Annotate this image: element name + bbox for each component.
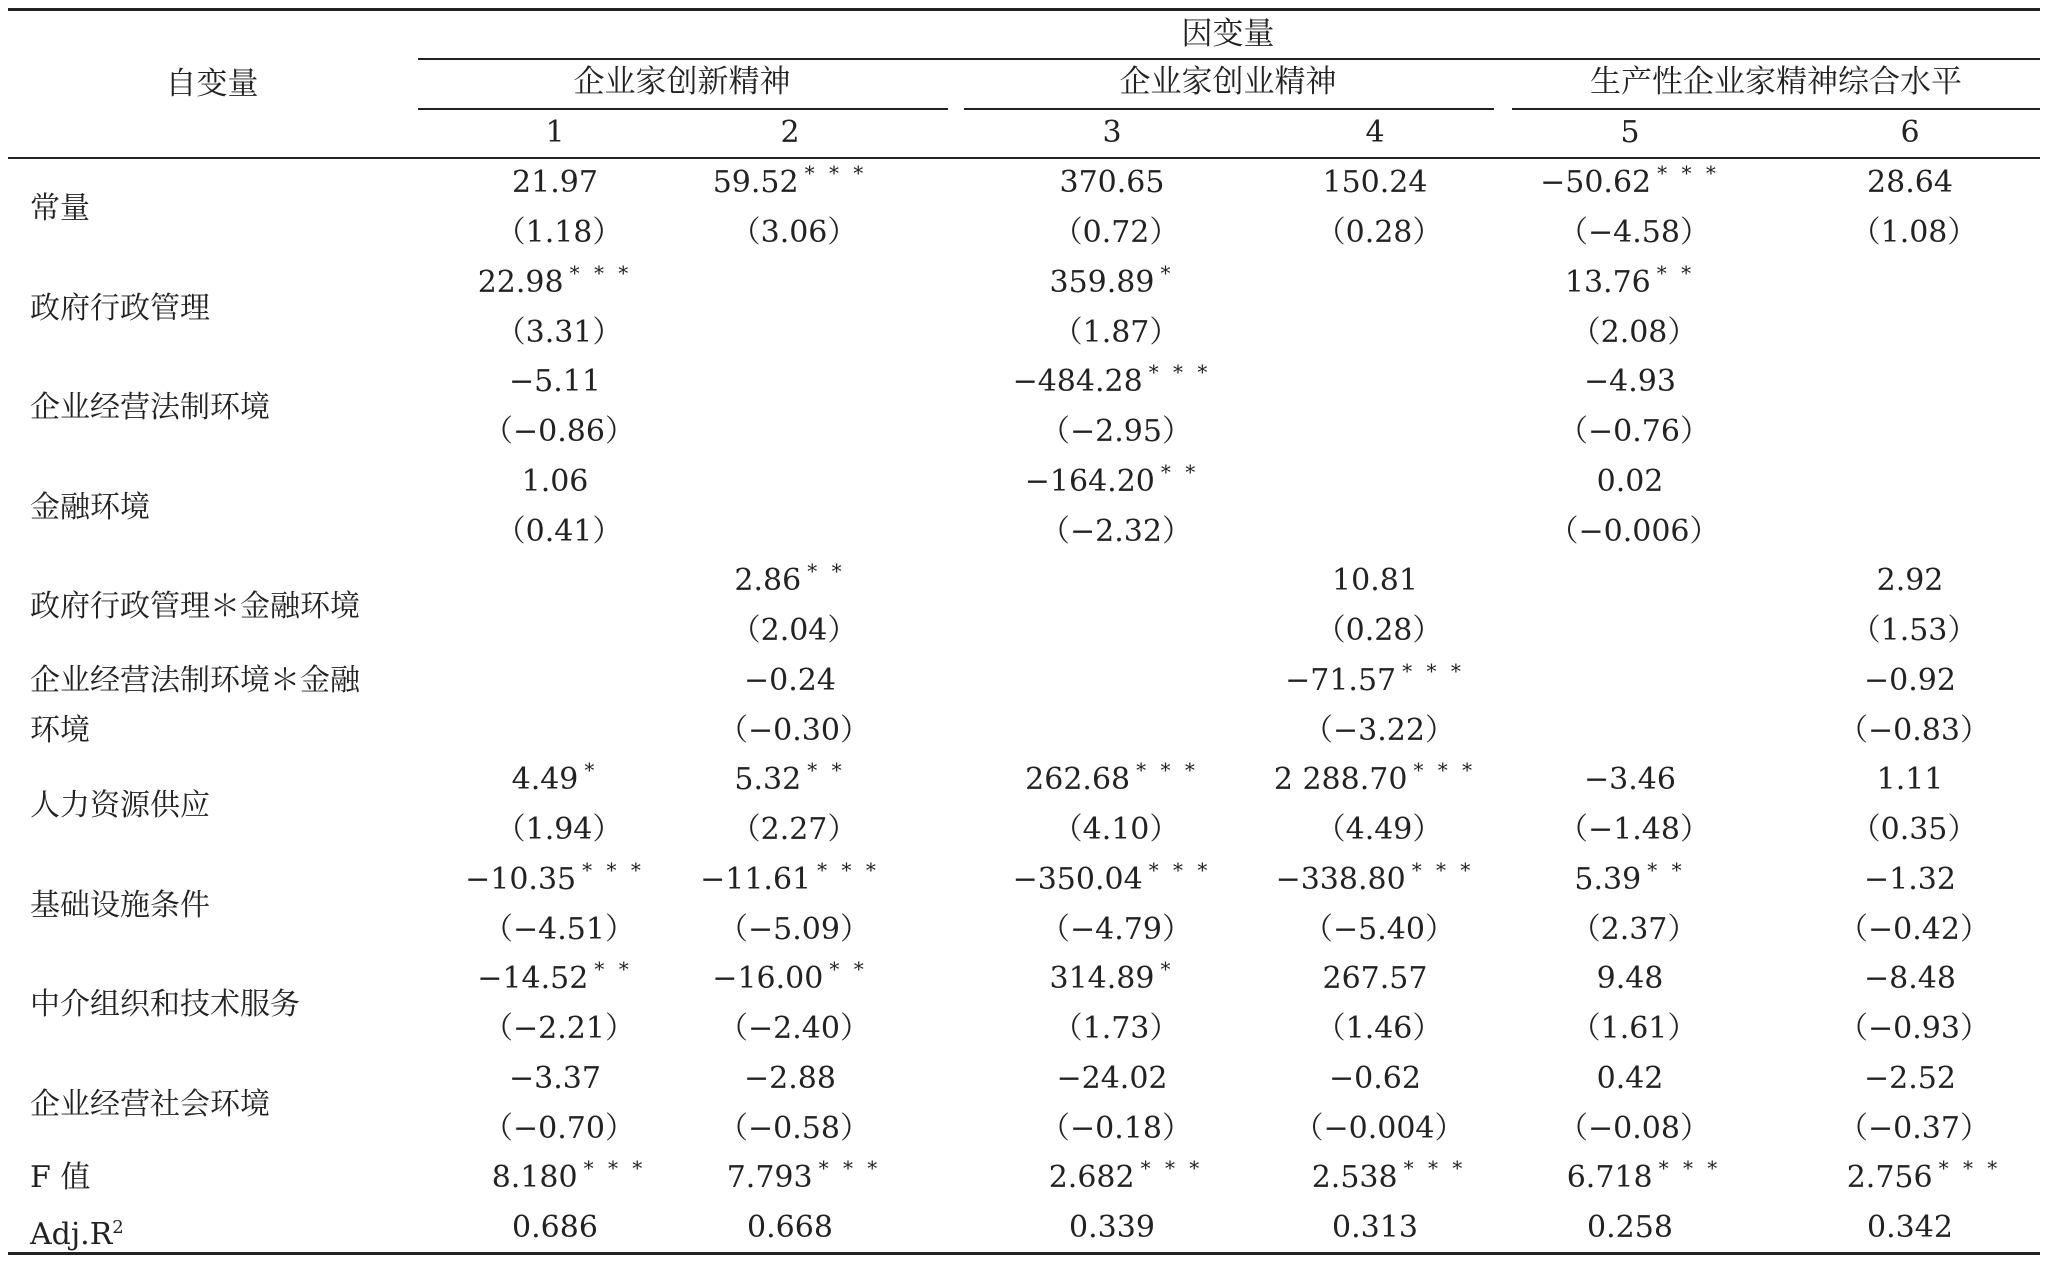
coefficient-cell: −71.57 * * * xyxy=(1285,658,1465,698)
significance-stars: * xyxy=(1160,260,1175,285)
coefficient-cell: 1.06 xyxy=(521,463,589,499)
coefficient-cell: −3.46 xyxy=(1584,762,1676,797)
model-number-1: 1 xyxy=(545,115,565,150)
coefficient-cell: −350.04 * * * xyxy=(1012,857,1212,897)
significance-stars: * xyxy=(1160,957,1175,981)
t-stat-cell: （2.37） xyxy=(1570,911,1698,947)
t-stat-cell: （−1.48） xyxy=(1558,812,1710,847)
t-stat-cell: （4.10） xyxy=(1052,812,1180,847)
adj-r2-cell: 0.668 xyxy=(747,1210,833,1245)
f-value-cell: 8.180 * * * xyxy=(491,1156,647,1195)
significance-stars: * * * xyxy=(1657,161,1720,185)
t-stat-cell: （0.28） xyxy=(1315,215,1443,250)
group-rule-all xyxy=(418,58,2040,60)
significance-stars: * * * xyxy=(1402,658,1465,683)
t-stat-cell: （2.04） xyxy=(730,613,858,648)
coefficient-cell: −484.28 * * * xyxy=(1012,360,1212,399)
coefficient-cell: 314.89 * xyxy=(1049,957,1175,996)
adj-r2-cell: 0.342 xyxy=(1867,1210,1953,1245)
row-label: 企业经营社会环境 xyxy=(30,1086,270,1122)
significance-stars: * * * xyxy=(1658,1156,1722,1180)
adj-r2-cell: 0.313 xyxy=(1332,1210,1418,1245)
t-stat-cell: （1.46） xyxy=(1315,1011,1443,1046)
t-stat-cell: （−0.18） xyxy=(1040,1110,1192,1146)
row-label: 金融环境 xyxy=(30,489,150,525)
group-header-innovation: 企业家创新精神 xyxy=(573,64,791,100)
t-stat-cell: （−4.51） xyxy=(483,911,635,947)
coefficient-cell: 5.39 * * xyxy=(1574,857,1686,897)
t-stat-cell: （0.35） xyxy=(1850,812,1978,847)
t-stat-cell: （1.53） xyxy=(1850,613,1978,648)
t-stat-cell: （−0.93） xyxy=(1838,1011,1990,1046)
coefficient-cell: 59.52 * * * xyxy=(712,161,868,200)
model-number-5: 5 xyxy=(1620,115,1640,150)
t-stat-cell: （−0.42） xyxy=(1838,911,1990,947)
significance-stars: * * * xyxy=(1403,1156,1467,1180)
coefficient-cell: −16.00 * * xyxy=(712,957,868,996)
t-stat-cell: （−0.30） xyxy=(718,712,870,748)
t-stat-cell: （3.31） xyxy=(495,314,623,350)
group-header-entrepreneurship: 企业家创业精神 xyxy=(1119,64,1337,100)
f-value-label: F 值 xyxy=(30,1160,91,1195)
t-stat-cell: （−0.006） xyxy=(1548,513,1720,549)
coefficient-cell: −164.20 * * xyxy=(1024,459,1200,499)
t-stat-cell: （−2.21） xyxy=(483,1011,635,1046)
significance-stars: * * * xyxy=(569,260,633,285)
coefficient-cell: −8.48 xyxy=(1864,961,1956,996)
group-header-composite: 生产性企业家精神综合水平 xyxy=(1590,64,1962,100)
group-rule-3 xyxy=(1512,108,2040,110)
coefficient-cell: 370.65 xyxy=(1059,165,1165,200)
row-label: 政府行政管理＊金融环境 xyxy=(30,589,360,624)
row-label: 人力资源供应 xyxy=(30,788,210,823)
significance-stars: * * * xyxy=(1938,1156,2002,1180)
coefficient-cell: −1.32 xyxy=(1864,861,1956,897)
coefficient-cell: 28.64 xyxy=(1867,165,1953,200)
coefficient-cell: −4.93 xyxy=(1584,364,1676,399)
coefficient-cell: 2 288.70 * * * xyxy=(1273,758,1477,797)
t-stat-cell: （−0.70） xyxy=(483,1110,635,1146)
coefficient-cell: 9.48 xyxy=(1596,961,1664,996)
t-stat-cell: （1.87） xyxy=(1052,314,1180,350)
significance-stars: * * * xyxy=(1136,758,1199,782)
row-label: 基础设施条件 xyxy=(30,887,210,923)
significance-stars: * xyxy=(584,758,599,782)
coefficient-cell: 22.98 * * * xyxy=(477,260,633,300)
adj-r2-cell: 0.339 xyxy=(1069,1210,1155,1245)
significance-stars: * * * xyxy=(818,1156,882,1180)
t-stat-cell: （−0.83） xyxy=(1838,712,1990,748)
t-stat-cell: （3.06） xyxy=(730,215,858,250)
t-stat-cell: （0.28） xyxy=(1315,613,1443,648)
t-stat-cell: （1.73） xyxy=(1052,1011,1180,1046)
t-stat-cell: （−0.58） xyxy=(718,1110,870,1146)
significance-stars: * * * xyxy=(1148,857,1212,882)
model-number-6: 6 xyxy=(1900,115,1920,150)
significance-stars: * * xyxy=(807,758,846,782)
coefficient-cell: 21.97 xyxy=(512,165,598,200)
significance-stars: * * * xyxy=(582,857,645,882)
coefficient-cell: 150.24 xyxy=(1322,165,1428,200)
coefficient-cell: −0.92 xyxy=(1864,662,1956,698)
group-rule-2 xyxy=(964,108,1494,110)
f-value-cell: 7.793 * * * xyxy=(726,1156,882,1195)
t-stat-cell: （−0.76） xyxy=(1558,414,1710,449)
significance-stars: * * xyxy=(594,957,633,981)
adj-r2-cell: 0.258 xyxy=(1587,1210,1673,1245)
significance-stars: * * * xyxy=(1148,360,1212,384)
t-stat-cell: （−5.40） xyxy=(1303,911,1455,947)
significance-stars: * * * xyxy=(804,161,868,185)
row-label: 企业经营法制环境＊金融 xyxy=(30,662,360,698)
f-value-cell: 6.718 * * * xyxy=(1566,1156,1722,1195)
t-stat-cell: （−0.004） xyxy=(1293,1110,1465,1146)
independent-var-header: 自变量 xyxy=(165,66,259,102)
t-stat-cell: （−0.86） xyxy=(483,414,635,449)
t-stat-cell: （1.94） xyxy=(495,812,623,847)
coefficient-cell: −0.62 xyxy=(1329,1060,1421,1096)
coefficient-cell: −3.37 xyxy=(509,1060,601,1096)
coefficient-cell: 4.49 * xyxy=(511,758,599,797)
t-stat-cell: （2.27） xyxy=(730,812,858,847)
header-rule xyxy=(8,157,2040,159)
row-label: 政府行政管理 xyxy=(30,290,210,326)
significance-stars: * * * xyxy=(817,857,880,882)
coefficient-cell: −50.62 * * * xyxy=(1540,161,1720,200)
t-stat-cell: （1.61） xyxy=(1570,1011,1698,1046)
coefficient-cell: −0.24 xyxy=(744,662,836,698)
coefficient-cell: −5.11 xyxy=(509,364,601,399)
t-stat-cell: （−3.22） xyxy=(1303,712,1455,748)
coefficient-cell: −2.88 xyxy=(744,1060,836,1096)
coefficient-cell: −10.35 * * * xyxy=(465,857,645,897)
coefficient-cell: 2.92 xyxy=(1876,563,1944,598)
model-number-2: 2 xyxy=(780,115,800,150)
t-stat-cell: （−5.09） xyxy=(718,911,870,947)
significance-stars: * * xyxy=(807,559,846,583)
t-stat-cell: （−4.58） xyxy=(1558,215,1710,250)
coefficient-cell: −338.80 * * * xyxy=(1275,857,1475,897)
coefficient-cell: 0.42 xyxy=(1596,1060,1664,1096)
coefficient-cell: −24.02 xyxy=(1056,1060,1168,1096)
significance-stars: * * * xyxy=(583,1156,647,1180)
row-label-continued: 环境 xyxy=(30,712,90,748)
t-stat-cell: （−0.37） xyxy=(1838,1110,1990,1146)
significance-stars: * * xyxy=(1160,459,1200,484)
t-stat-cell: （2.08） xyxy=(1570,314,1698,350)
dependent-var-header: 因变量 xyxy=(1181,16,1275,52)
coefficient-cell: 359.89 * xyxy=(1049,260,1175,300)
t-stat-cell: （0.72） xyxy=(1052,215,1180,250)
significance-stars: * * * xyxy=(1413,758,1477,782)
adj-r2-cell: 0.686 xyxy=(512,1210,598,1245)
model-number-4: 4 xyxy=(1365,115,1385,150)
coefficient-cell: −2.52 xyxy=(1864,1060,1956,1096)
t-stat-cell: （4.49） xyxy=(1315,812,1443,847)
coefficient-cell: −14.52 * * xyxy=(477,957,633,996)
coefficient-cell: 262.68 * * * xyxy=(1025,758,1199,797)
coefficient-cell: 13.76 * * xyxy=(1564,260,1696,300)
coefficient-cell: 5.32 * * xyxy=(734,758,846,797)
significance-stars: * * * xyxy=(1140,1156,1204,1180)
coefficient-cell: 2.86 * * xyxy=(734,559,846,598)
significance-stars: * * * xyxy=(1411,857,1475,882)
t-stat-cell: （−2.40） xyxy=(718,1011,870,1046)
model-number-3: 3 xyxy=(1102,115,1122,150)
significance-stars: * * xyxy=(1647,857,1686,882)
row-label: 企业经营法制环境 xyxy=(30,390,270,425)
adj-r2-label: $Adj.R^2$ xyxy=(30,1217,124,1252)
f-value-cell: 2.682 * * * xyxy=(1048,1156,1204,1195)
t-stat-cell: （1.18） xyxy=(495,215,623,250)
t-stat-cell: （−0.08） xyxy=(1558,1110,1710,1146)
t-stat-cell: （0.41） xyxy=(495,513,623,549)
t-stat-cell: （−4.79） xyxy=(1040,911,1192,947)
f-value-cell: 2.538 * * * xyxy=(1311,1156,1467,1195)
coefficient-cell: 0.02 xyxy=(1596,463,1664,499)
significance-stars: * * xyxy=(829,957,868,981)
t-stat-cell: （1.08） xyxy=(1850,215,1978,250)
coefficient-cell: −11.61 * * * xyxy=(700,857,880,897)
coefficient-cell: 10.81 xyxy=(1332,563,1418,598)
t-stat-cell: （−2.95） xyxy=(1040,414,1192,449)
row-label: 中介组织和技术服务 xyxy=(30,987,300,1022)
coefficient-cell: 267.57 xyxy=(1322,961,1428,996)
t-stat-cell: （−2.32） xyxy=(1040,513,1192,549)
coefficient-cell: 1.11 xyxy=(1876,762,1944,797)
top-rule xyxy=(8,8,2040,11)
f-value-cell: 2.756 * * * xyxy=(1846,1156,2002,1195)
bottom-rule xyxy=(8,1252,2040,1255)
significance-stars: * * xyxy=(1656,260,1696,285)
row-label: 常量 xyxy=(30,191,90,226)
group-rule-1 xyxy=(418,108,948,110)
